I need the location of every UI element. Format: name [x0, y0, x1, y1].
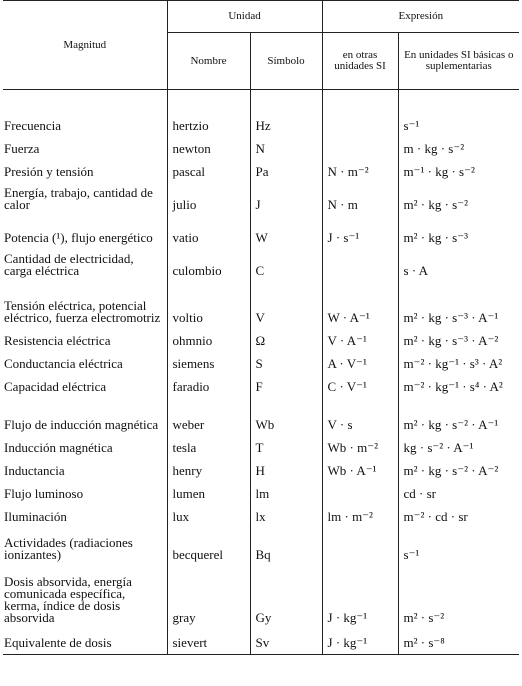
magnitud-cell: Fuerza	[3, 137, 167, 160]
otras-unidades-cell: Wb · m⁻²	[322, 436, 398, 459]
simbolo-cell: Wb	[250, 398, 322, 436]
magnitud-cell: Presión y tensión	[3, 160, 167, 183]
table-body	[3, 90, 519, 655]
table-row	[3, 352, 519, 375]
otras-unidades-cell	[322, 137, 398, 160]
nombre-cell: vatio	[167, 216, 250, 249]
nombre-cell: newton	[167, 137, 250, 160]
unidades-basicas-cell: m² · kg · s⁻³ · A⁻²	[398, 329, 519, 352]
otras-unidades-cell: C · V⁻¹	[322, 375, 398, 398]
nombre-cell: tesla	[167, 436, 250, 459]
magnitud-cell: Frecuencia	[3, 90, 167, 138]
simbolo-cell: Bq	[250, 528, 322, 566]
table-row	[3, 528, 519, 566]
table-row	[3, 183, 519, 216]
unidades-basicas-cell: m² · kg · s⁻² · A⁻²	[398, 459, 519, 482]
simbolo-cell: Ω	[250, 329, 322, 352]
table-row	[3, 216, 519, 249]
magnitud-cell: Cantidad de electricidad, carga eléctrica	[3, 249, 167, 282]
unidades-basicas-cell: m⁻² · kg⁻¹ · s³ · A²	[398, 352, 519, 375]
nombre-cell: lumen	[167, 482, 250, 505]
otras-unidades-cell: V · s	[322, 398, 398, 436]
simbolo-cell: H	[250, 459, 322, 482]
table-row	[3, 329, 519, 352]
table-row	[3, 90, 519, 138]
otras-unidades-cell: N · m	[322, 183, 398, 216]
nombre-cell: culombio	[167, 249, 250, 282]
magnitud-cell: Capacidad eléctrica	[3, 375, 167, 398]
otras-unidades-cell: N · m⁻²	[322, 160, 398, 183]
otras-unidades-cell	[322, 90, 398, 138]
unidades-basicas-cell: m⁻¹ · kg · s⁻²	[398, 160, 519, 183]
unidades-basicas-cell: m⁻² · cd · sr	[398, 505, 519, 528]
simbolo-cell: N	[250, 137, 322, 160]
header-otras-unidades: en otras unidades SI	[322, 33, 398, 90]
otras-unidades-cell: J · kg⁻¹	[322, 566, 398, 629]
unidades-basicas-cell: m² · kg · s⁻³ · A⁻¹	[398, 282, 519, 329]
nombre-cell: lux	[167, 505, 250, 528]
table-row	[3, 436, 519, 459]
unidades-basicas-cell: m² · s⁻²	[398, 566, 519, 629]
header-unidades-basicas: En unidades SI básicas o suplementarias	[398, 33, 519, 90]
header-nombre: Nombre	[167, 33, 250, 90]
table-row	[3, 160, 519, 183]
magnitud-cell: Actividades (radiaciones ionizantes)	[3, 528, 167, 566]
magnitud-cell: Inductancia	[3, 459, 167, 482]
otras-unidades-cell: W · A⁻¹	[322, 282, 398, 329]
unidades-basicas-cell: kg · s⁻² · A⁻¹	[398, 436, 519, 459]
simbolo-cell: Pa	[250, 160, 322, 183]
otras-unidades-cell	[322, 249, 398, 282]
unidades-basicas-cell: m⁻² · kg⁻¹ · s⁴ · A²	[398, 375, 519, 398]
simbolo-cell: lm	[250, 482, 322, 505]
magnitud-cell: Tensión eléctrica, potencial eléctrico, fuerza electromotriz	[3, 282, 167, 329]
header-unidad: Unidad	[167, 1, 322, 33]
table-row	[3, 375, 519, 398]
unidades-basicas-cell: cd · sr	[398, 482, 519, 505]
simbolo-cell: F	[250, 375, 322, 398]
unidades-basicas-cell: m² · kg · s⁻³	[398, 216, 519, 249]
nombre-cell: pascal	[167, 160, 250, 183]
magnitud-cell: Conductancia eléctrica	[3, 352, 167, 375]
table-row	[3, 282, 519, 329]
magnitud-cell: Flujo de inducción magnética	[3, 398, 167, 436]
magnitud-cell: Iluminación	[3, 505, 167, 528]
unidades-basicas-cell: s⁻¹	[398, 528, 519, 566]
simbolo-cell: W	[250, 216, 322, 249]
nombre-cell: weber	[167, 398, 250, 436]
table-row	[3, 249, 519, 282]
magnitud-cell: Dosis absorvida, energía comunicada específica, kerma, índice de dosis absorvida	[3, 566, 167, 629]
otras-unidades-cell	[322, 482, 398, 505]
unidades-basicas-cell: m² · s⁻⁸	[398, 629, 519, 655]
simbolo-cell: Hz	[250, 90, 322, 138]
table-row	[3, 482, 519, 505]
nombre-cell: sievert	[167, 629, 250, 655]
simbolo-cell: V	[250, 282, 322, 329]
table-row	[3, 459, 519, 482]
magnitud-cell: Potencia (¹), flujo energético	[3, 216, 167, 249]
simbolo-cell: S	[250, 352, 322, 375]
nombre-cell: faradio	[167, 375, 250, 398]
nombre-cell: gray	[167, 566, 250, 629]
table-row	[3, 629, 519, 655]
nombre-cell: becquerel	[167, 528, 250, 566]
otras-unidades-cell: J · kg⁻¹	[322, 629, 398, 655]
otras-unidades-cell: Wb · A⁻¹	[322, 459, 398, 482]
table-header	[3, 1, 519, 90]
unidades-basicas-cell: m² · kg · s⁻² · A⁻¹	[398, 398, 519, 436]
table-row	[3, 137, 519, 160]
otras-unidades-cell: lm · m⁻²	[322, 505, 398, 528]
otras-unidades-cell: J · s⁻¹	[322, 216, 398, 249]
magnitud-cell: Equivalente de dosis	[3, 629, 167, 655]
nombre-cell: ohmnio	[167, 329, 250, 352]
simbolo-cell: lx	[250, 505, 322, 528]
simbolo-cell: T	[250, 436, 322, 459]
header-magnitud: Magnitud	[3, 1, 167, 90]
unidades-basicas-cell: m · kg · s⁻²	[398, 137, 519, 160]
unidades-basicas-cell: m² · kg · s⁻²	[398, 183, 519, 216]
simbolo-cell: C	[250, 249, 322, 282]
otras-unidades-cell: A · V⁻¹	[322, 352, 398, 375]
magnitud-cell: Flujo luminoso	[3, 482, 167, 505]
nombre-cell: siemens	[167, 352, 250, 375]
unidades-basicas-cell: s · A	[398, 249, 519, 282]
table-row	[3, 566, 519, 629]
nombre-cell: voltio	[167, 282, 250, 329]
unidades-basicas-cell: s⁻¹	[398, 90, 519, 138]
table-row	[3, 505, 519, 528]
simbolo-cell: J	[250, 183, 322, 216]
simbolo-cell: Sv	[250, 629, 322, 655]
table-row	[3, 398, 519, 436]
magnitud-cell: Resistencia eléctrica	[3, 329, 167, 352]
si-derived-units-table	[3, 0, 519, 655]
otras-unidades-cell: V · A⁻¹	[322, 329, 398, 352]
simbolo-cell: Gy	[250, 566, 322, 629]
nombre-cell: henry	[167, 459, 250, 482]
magnitud-cell: Energía, trabajo, cantidad de calor	[3, 183, 167, 216]
nombre-cell: julio	[167, 183, 250, 216]
header-expresion: Expresión	[322, 1, 519, 33]
nombre-cell: hertzio	[167, 90, 250, 138]
magnitud-cell: Inducción magnética	[3, 436, 167, 459]
header-simbolo: Símbolo	[250, 33, 322, 90]
otras-unidades-cell	[322, 528, 398, 566]
